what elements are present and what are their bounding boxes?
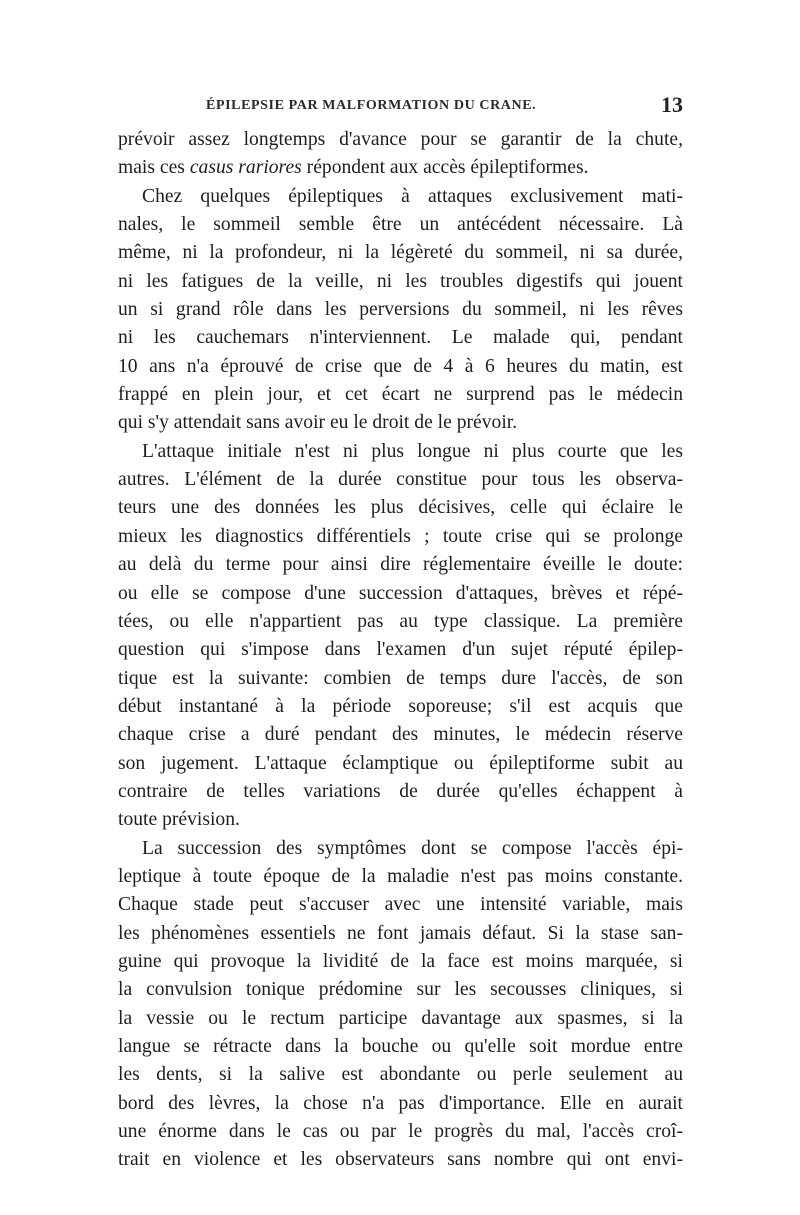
text-line: mieux les diagnostics différentiels ; toute crise qui se prolonge xyxy=(118,525,683,547)
text-line: tées, ou elle n'appartient pas au type classique. La première xyxy=(118,610,683,632)
text-line: même, ni la profondeur, ni la légèreté du sommeil, ni sa durée, xyxy=(118,242,683,264)
text-line: une énorme dans le cas ou par le progrès du mal, l'accès croî- xyxy=(118,1121,683,1143)
text-line: au delà du terme pour ainsi dire réglementaire éveille le doute: xyxy=(118,554,683,576)
text-line: nales, le sommeil semble être un antécédent nécessaire. Là xyxy=(118,214,683,236)
text-line: contraire de telles variations de durée qu'elles échappent à xyxy=(118,780,683,802)
text-line: question qui s'impose dans l'examen d'un sujet réputé épilep- xyxy=(118,639,683,661)
text-line: guine qui provoque la lividité de la face est moins marquée, si xyxy=(118,950,683,972)
paragraph xyxy=(118,183,683,438)
text-line: la vessie ou le rectum participe davantage aux spasmes, si la xyxy=(118,1007,683,1029)
text-line xyxy=(118,154,683,182)
paragraph xyxy=(118,438,683,835)
text-line: ni les fatigues de la veille, ni les troubles digestifs qui jouent xyxy=(118,270,683,292)
text-line: un si grand rôle dans les perversions du sommeil, ni les rêves xyxy=(118,299,683,321)
paragraph xyxy=(118,835,683,1175)
text-line: Chaque stade peut s'accuser avec une intensité variable, mais xyxy=(118,894,683,916)
text-line: teurs une des données les plus décisives, celle qui éclaire le xyxy=(118,497,683,519)
text-line: bord des lèvres, la chose n'a pas d'importance. Elle en aurait xyxy=(118,1092,683,1114)
text-line: début instantané à la période soporeuse; s'il est acquis que xyxy=(118,695,683,717)
book-page xyxy=(118,92,683,1175)
text-line: qui s'y attendait sans avoir eu le droit de le prévoir. xyxy=(118,412,518,434)
text-line: leptique à toute époque de la maladie n'est pas moins constante. xyxy=(118,865,683,887)
text-line: La succession des symptômes dont se compose l'accès épi- xyxy=(142,837,683,859)
text-line: les phénomènes essentiels ne font jamais défaut. Si la stase san- xyxy=(118,922,683,944)
text-line: chaque crise a duré pendant des minutes, le médecin réserve xyxy=(118,724,683,746)
text-line: autres. L'élément de la durée constitue pour tous les observa- xyxy=(118,469,683,491)
text-line: ni les cauchemars n'interviennent. Le malade qui, pendant xyxy=(118,327,683,349)
text-line: L'attaque initiale n'est ni plus longue ni plus courte que les xyxy=(142,440,683,462)
text-line: frappé en plein jour, et cet écart ne surprend pas le médecin xyxy=(118,384,683,406)
paragraph xyxy=(118,126,683,183)
text-segment: répondent aux accès épileptiformes. xyxy=(301,157,589,179)
italic-phrase: casus rariores xyxy=(189,157,302,179)
page-number: 13 xyxy=(661,92,683,117)
body-text xyxy=(118,126,683,1175)
running-head xyxy=(118,92,683,126)
text-line: la convulsion tonique prédomine sur les secousses cliniques, si xyxy=(118,979,683,1001)
running-title: ÉPILEPSIE PAR MALFORMATION DU CRANE. xyxy=(206,98,537,113)
text-line: trait en violence et les observateurs sans nombre qui ont envi- xyxy=(118,1149,683,1171)
text-line: les dents, si la salive est abondante ou perle seulement au xyxy=(118,1064,683,1086)
text-segment: mais ces xyxy=(118,157,190,179)
text-line: tique est la suivante: combien de temps dure l'accès, de son xyxy=(118,667,683,689)
text-line: ou elle se compose d'une succession d'attaques, brèves et répé- xyxy=(118,582,683,604)
text-line: Chez quelques épileptiques à attaques exclusivement mati- xyxy=(142,185,683,207)
text-line: langue se rétracte dans la bouche ou qu'elle soit mordue entre xyxy=(118,1036,683,1057)
text-line: 10 ans n'a éprouvé de crise que de 4 à 6 heures du matin, est xyxy=(118,355,683,377)
text-line: son jugement. L'attaque éclamptique ou épileptiforme subit au xyxy=(118,752,683,774)
text-line: toute prévision. xyxy=(118,809,240,831)
text-line: prévoir assez longtemps d'avance pour se garantir de la chute, xyxy=(118,129,683,150)
